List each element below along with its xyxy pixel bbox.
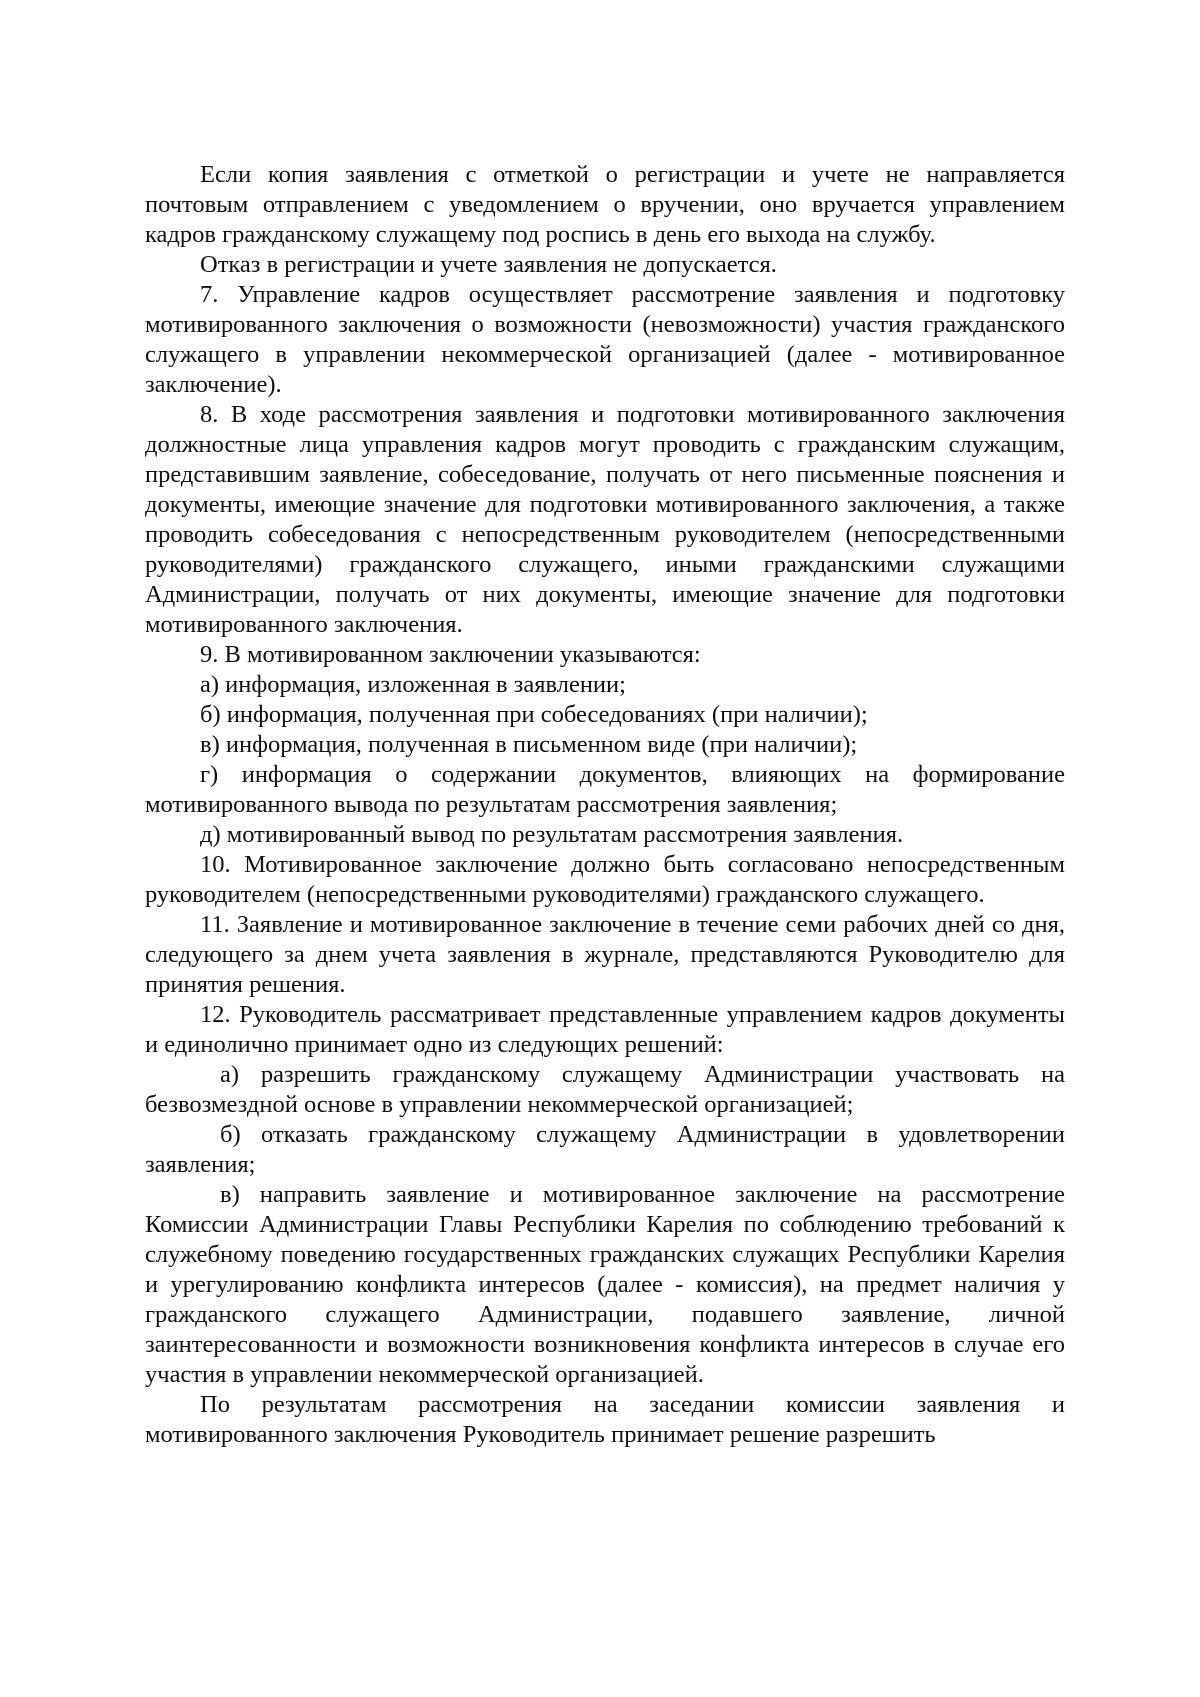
paragraph-item-9v: в) информация, полученная в письменном виде (при наличии);: [200, 731, 858, 758]
paragraph-item-11: 11. Заявление и мотивированное заключение в течение семи рабочих дней со дня, следующего за днем учета заявления в журнале, представляются Руководителю для принятия решения.: [145, 911, 1065, 998]
paragraph-item-9g: г) информация о содержании документов, влияющих на формирование мотивированного вывода по результатам рассмотрения заявления;: [145, 761, 1065, 818]
paragraph-item-10: 10. Мотивированное заключение должно быть согласовано непосредственным руководителем (непосредственными руководителями) гражданского служащего.: [145, 851, 1065, 908]
paragraph-item-12b: б) отказать гражданскому служащему Администрации в удовлетворении заявления;: [145, 1121, 1065, 1178]
paragraph-item-9a: а) информация, изложенная в заявлении;: [200, 671, 626, 698]
document-page: [145, 160, 1065, 1450]
paragraph-item-9b: б) информация, полученная при собеседованиях (при наличии);: [200, 701, 868, 728]
paragraph-item-12a: а) разрешить гражданскому служащему Администрации участвовать на безвозмездной основе в управлении некоммерческой организацией;: [145, 1061, 1065, 1118]
paragraph-commission-result: По результатам рассмотрения на заседании комиссии заявления и мотивированного заключения Руководитель принимает решение разрешить: [145, 1391, 1065, 1448]
paragraph-item-12v: в) направить заявление и мотивированное заключение на рассмотрение Комиссии Администрации Главы Республики Карелия по соблюдению требований к служебному поведению государственных гражданских служащих Республики Карелия и урегулированию конфликта интересов (далее - комиссия), на предмет наличия у гражданского служащего Администрации, подавшего заявление, личной заинтересованности и возможности возникновения конфликта интересов в случае его участия в управлении некоммерческой организацией.: [145, 1181, 1065, 1388]
paragraph-item-9d: д) мотивированный вывод по результатам рассмотрения заявления.: [200, 821, 904, 848]
paragraph-refusal-not-allowed: Отказ в регистрации и учете заявления не допускается.: [200, 251, 777, 278]
paragraph-copy-delivery: Если копия заявления с отметкой о регистрации и учете не направляется почтовым отправлением с уведомлением о вручении, оно вручается управлением кадров гражданскому служащему под роспись в день его выхода на службу.: [145, 161, 1065, 248]
paragraph-item-8: 8. В ходе рассмотрения заявления и подготовки мотивированного заключения должностные лица управления кадров могут проводить с гражданским служащим, представившим заявление, собеседование, получать от него письменные пояснения и документы, имеющие значение для подготовки мотивированного заключения, а также проводить собеседования с непосредственным руководителем (непосредственными руководителями) гражданского служащего, иными гражданскими служащими Администрации, получать от них документы, имеющие значение для подготовки мотивированного заключения.: [145, 401, 1065, 638]
paragraph-item-12: 12. Руководитель рассматривает представленные управлением кадров документы и единолично принимает одно из следующих решений:: [145, 1001, 1065, 1058]
paragraph-item-7: 7. Управление кадров осуществляет рассмотрение заявления и подготовку мотивированного заключения о возможности (невозможности) участия гражданского служащего в управлении некоммерческой организацией (далее - мотивированное заключение).: [145, 281, 1065, 398]
paragraph-item-9: 9. В мотивированном заключении указываются:: [200, 641, 701, 668]
